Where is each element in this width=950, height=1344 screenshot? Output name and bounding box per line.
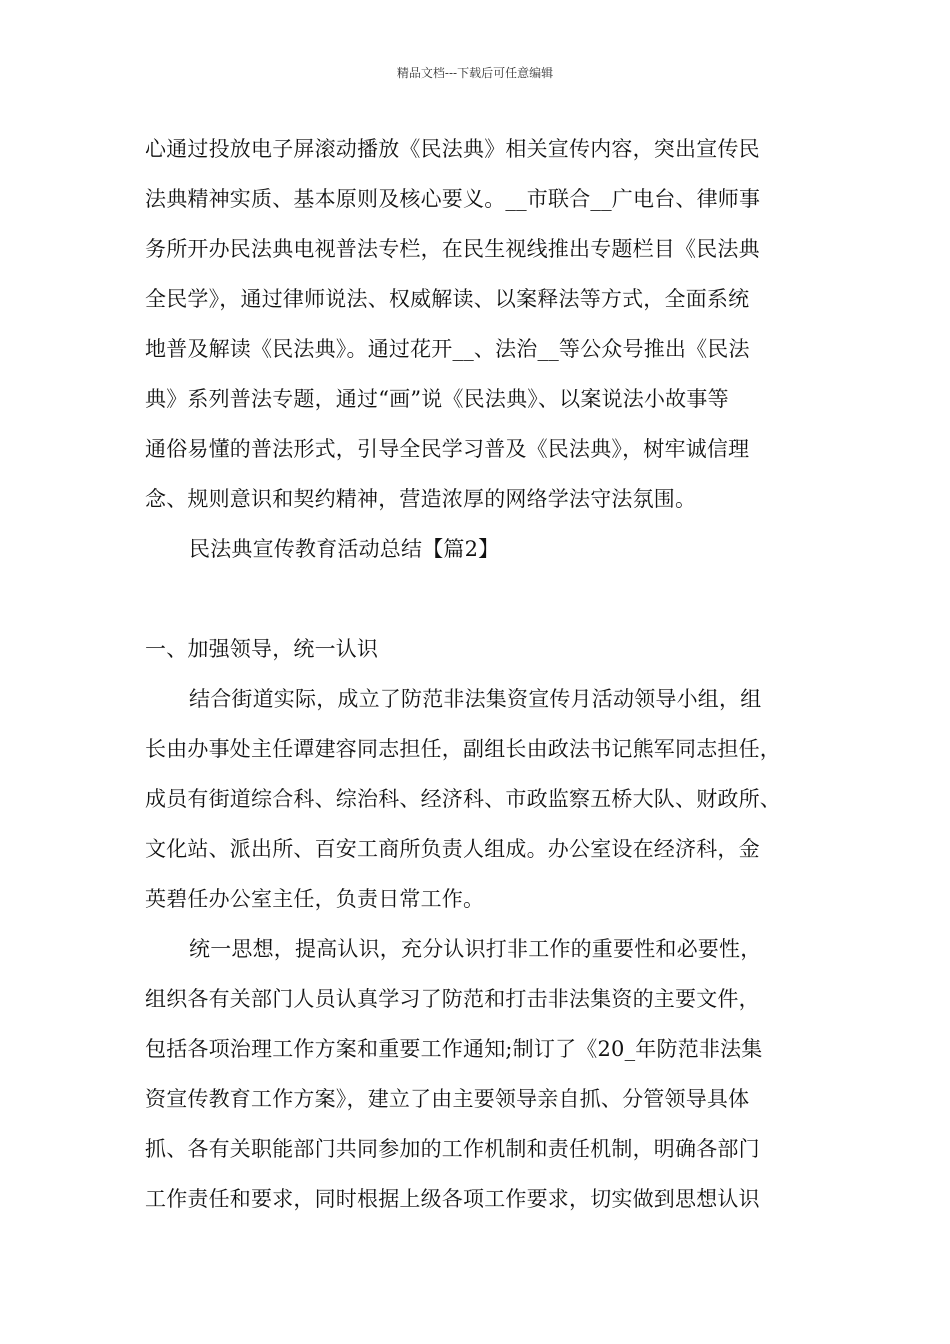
paragraph-1 (145, 124, 810, 524)
text-line: 文化站、派出所、百安工商所负责人组成。办公室设在经济科，金 (145, 837, 760, 861)
text-line: 统一思想，提高认识，充分认识打非工作的重要性和必要性， (189, 937, 762, 961)
text-line: 组织各有关部门人员认真学习了防范和打击非法集资的主要文件， (145, 987, 760, 1011)
text-line: 地普及解读《民法典》。通过花开__、法治__等公众号推出《民法 (145, 337, 750, 361)
document-body (145, 124, 810, 1224)
section-heading: 一、加强领导，统一认识 (145, 637, 379, 661)
text-line: 念、规则意识和契约精神，营造浓厚的网络学法守法氛围。 (145, 487, 697, 511)
text-line: 抓、各有关职能部门共同参加的工作机制和责任机制，明确各部门 (145, 1137, 760, 1161)
text-line: 资宣传教育工作方案》，建立了由主要领导亲自抓、分管领导具体 (145, 1087, 750, 1111)
text-line: 法典精神实质、基本原则及核心要义。__市联合__广电台、律师事 (145, 187, 761, 211)
section-title: 民法典宣传教育活动总结【篇2】 (189, 537, 500, 561)
paragraph-3 (145, 924, 810, 1224)
spacer (145, 574, 810, 624)
paragraph-2 (145, 674, 810, 924)
text-line: 包括各项治理工作方案和重要工作通知;制订了《20_年防范非法集 (145, 1037, 763, 1061)
text-line: 心通过投放电子屏滚动播放《民法典》相关宣传内容，突出宣传民 (145, 137, 760, 161)
text-line: 全民学》，通过律师说法、权威解读、以案释法等方式，全面系统 (145, 287, 750, 311)
text-line: 结合街道实际，成立了防范非法集资宣传月活动领导小组，组 (189, 687, 762, 711)
text-line: 长由办事处主任谭建容同志担任，副组长由政法书记熊军同志担任， (145, 737, 781, 761)
text-line: 英碧任办公室主任，负责日常工作。 (145, 887, 485, 911)
text-line: 通俗易懂的普法形式，引导全民学习普及《民法典》，树牢诚信理 (145, 437, 750, 461)
text-line: 务所开办民法典电视普法专栏，在民生视线推出专题栏目《民法典 (145, 237, 760, 261)
page-header: 精品文档---下载后可任意编辑 (396, 66, 554, 80)
text-line: 成员有街道综合科、综治科、经济科、市政监察五桥大队、财政所、 (145, 787, 781, 811)
text-line: 典》系列普法专题，通过“画”说《民法典》、以案说法小故事等 (145, 387, 729, 411)
text-line: 工作责任和要求，同时根据上级各项工作要求，切实做到思想认识 (145, 1187, 760, 1211)
